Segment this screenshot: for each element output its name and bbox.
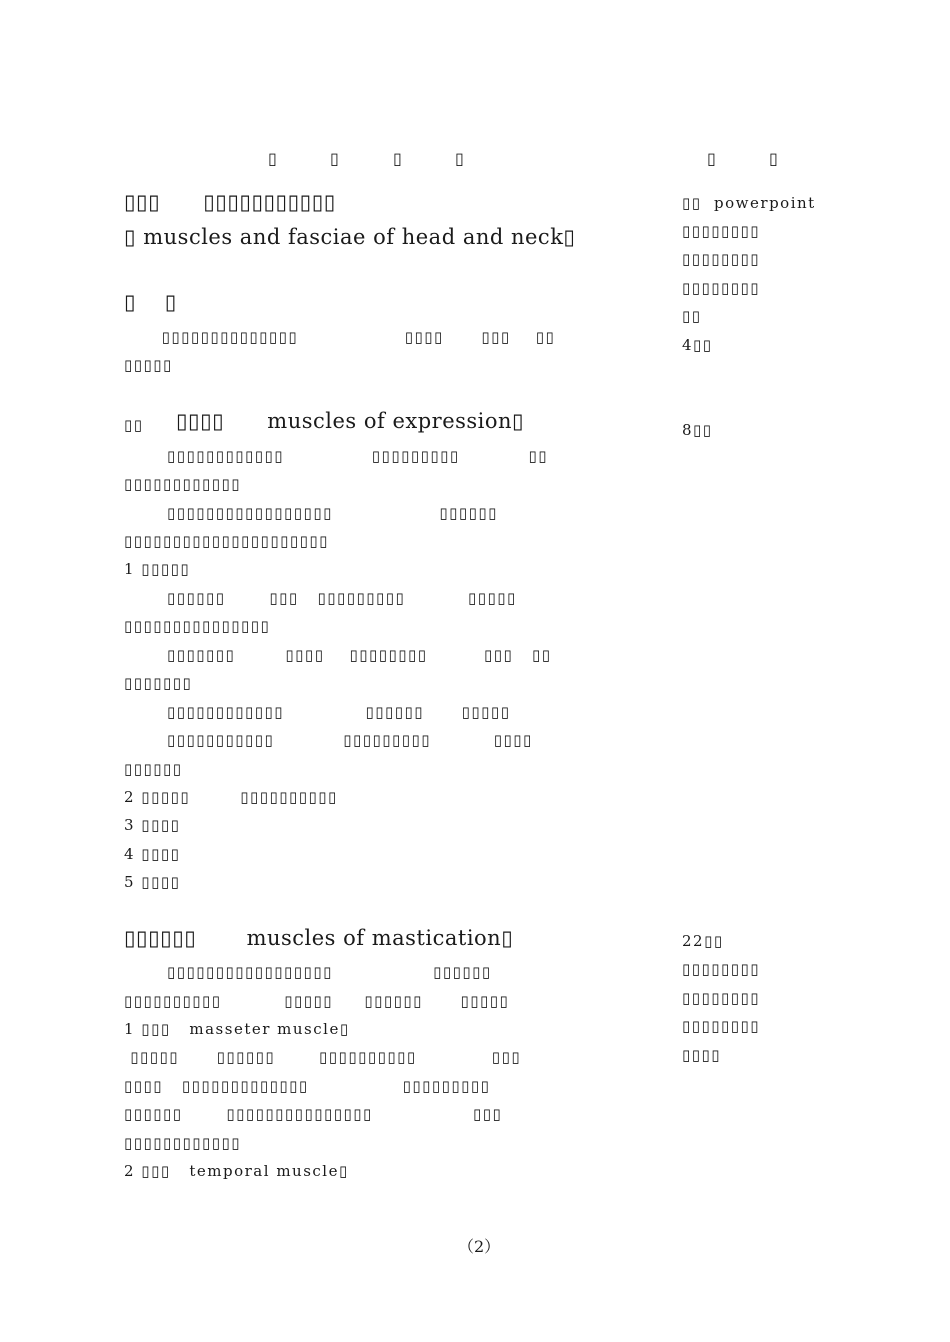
header-note-char-1: ▯ <box>707 149 716 168</box>
header-col-char-1: ▯ <box>268 149 277 168</box>
side-note-3-line-4: ▯▯▯▯ <box>682 1046 722 1064</box>
side-note-3-line-1: ▯▯▯▯▯▯▯▯ <box>682 960 761 978</box>
side-note-3-line-3: ▯▯▯▯▯▯▯▯ <box>682 1017 761 1035</box>
mastication-item-1-line-2: ▯▯▯▯ ▯▯▯▯▯▯▯▯▯▯▯▯▯ ▯▯▯▯▯▯▯▯▯ <box>124 1077 491 1095</box>
expression-paragraph-1a: ▯▯▯▯▯▯▯▯▯▯▯▯ ▯▯▯▯▯▯▯▯▯ ▯▯ <box>167 447 549 465</box>
side-note-1-line-1: ▯▯ powerpoint <box>682 194 816 212</box>
mastication-item-1-line-4: ▯▯▯▯▯▯▯▯▯▯▯▯ <box>124 1134 242 1152</box>
expression-item-3: 3 ▯▯▯▯ <box>124 816 181 834</box>
expression-paragraph-2a: ▯▯▯▯▯▯▯▯▯▯▯▯▯▯▯▯▯ ▯▯▯▯▯▯ <box>167 504 498 522</box>
side-note-1-line-2: ▯▯▯▯▯▯▯▯ <box>682 222 761 240</box>
mastication-paragraph-1a: ▯▯▯▯▯▯▯▯▯▯▯▯▯▯▯▯▯ ▯▯▯▯▯▯ <box>167 963 492 981</box>
header-col-char-2: ▯ <box>330 149 339 168</box>
overview-line-2: ▯▯▯▯▯ <box>124 356 173 374</box>
section-title-en: ▯ muscles and fasciae of head and neck▯ <box>124 225 576 249</box>
expression-item-1-line-2b: ▯▯▯▯▯▯▯ <box>124 674 193 692</box>
expression-item-1: 1 ▯▯▯▯▯ <box>124 560 191 578</box>
side-note-1-line-3: ▯▯▯▯▯▯▯▯ <box>682 250 761 268</box>
mastication-item-2: 2 ▯▯▯ temporal muscle▯ <box>124 1162 349 1180</box>
side-time-3: 22▯▯ <box>682 932 724 950</box>
side-note-1-line-5: ▯▯ <box>682 307 702 325</box>
side-note-1-line-4: ▯▯▯▯▯▯▯▯ <box>682 279 761 297</box>
expression-item-1-line-4a: ▯▯▯▯▯▯▯▯▯▯▯ ▯▯▯▯▯▯▯▯▯ ▯▯▯▯ <box>167 731 533 749</box>
overview-line-1: ▯▯▯▯▯▯▯▯▯▯▯▯▯▯ ▯▯▯▯ ▯▯▯ ▯▯ <box>124 328 556 346</box>
mastication-paragraph-1b: ▯▯▯▯▯▯▯▯▯▯ ▯▯▯▯▯ ▯▯▯▯▯▯ ▯▯▯▯▯ <box>124 992 510 1010</box>
mastication-heading: ▯▯▯▯▯▯ muscles of mastication▯ <box>124 926 514 950</box>
expression-heading-prefix: ▯▯ <box>124 416 144 434</box>
expression-item-1-line-1b: ▯▯▯▯▯▯▯▯▯▯▯▯▯▯▯ <box>124 617 271 635</box>
expression-heading: ▯▯▯▯ muscles of expression▯ <box>176 409 525 433</box>
header-col-char-4: ▯ <box>455 149 464 168</box>
expression-item-1-line-4b: ▯▯▯▯▯▯ <box>124 760 183 778</box>
side-time-2: 8▯▯ <box>682 421 713 439</box>
expression-item-1-line-3: ▯▯▯▯▯▯▯▯▯▯▯▯ ▯▯▯▯▯▯ ▯▯▯▯▯ <box>167 703 511 721</box>
side-time-1: 4▯▯ <box>682 336 713 354</box>
side-note-3-line-2: ▯▯▯▯▯▯▯▯ <box>682 989 761 1007</box>
expression-item-4: 4 ▯▯▯▯ <box>124 845 181 863</box>
expression-item-1-line-2a: ▯▯▯▯▯▯▯ ▯▯▯▯ ▯▯▯▯▯▯▯▯ ▯▯▯ ▯▯ <box>167 646 552 664</box>
expression-paragraph-1b: ▯▯▯▯▯▯▯▯▯▯▯▯ <box>124 475 242 493</box>
header-col-char-3: ▯ <box>393 149 402 168</box>
expression-item-5: 5 ▯▯▯▯ <box>124 873 181 891</box>
page-number: （2） <box>458 1237 501 1256</box>
mastication-item-1-line-3: ▯▯▯▯▯▯ ▯▯▯▯▯▯▯▯▯▯▯▯▯▯▯ ▯▯▯ <box>124 1105 503 1123</box>
expression-paragraph-2b: ▯▯▯▯▯▯▯▯▯▯▯▯▯▯▯▯▯▯▯▯▯ <box>124 532 329 550</box>
expression-item-2: 2 ▯▯▯▯▯ ▯▯▯▯▯▯▯▯▯▯ <box>124 788 338 806</box>
header-note-char-2: ▯ <box>769 149 778 168</box>
expression-item-1-line-1a: ▯▯▯▯▯▯ ▯▯▯ ▯▯▯▯▯▯▯▯▯ ▯▯▯▯▯ <box>167 589 517 607</box>
mastication-item-1: 1 ▯▯▯ masseter muscle▯ <box>124 1020 350 1038</box>
overview-heading: ▯ ▯ <box>124 290 177 314</box>
section-title-cn: ▯▯▯ ▯▯▯▯▯▯▯▯▯▯▯ <box>124 190 336 214</box>
mastication-item-1-line-1: ▯▯▯▯▯ ▯▯▯▯▯▯ ▯▯▯▯▯▯▯▯▯▯ ▯▯▯ <box>124 1048 522 1066</box>
